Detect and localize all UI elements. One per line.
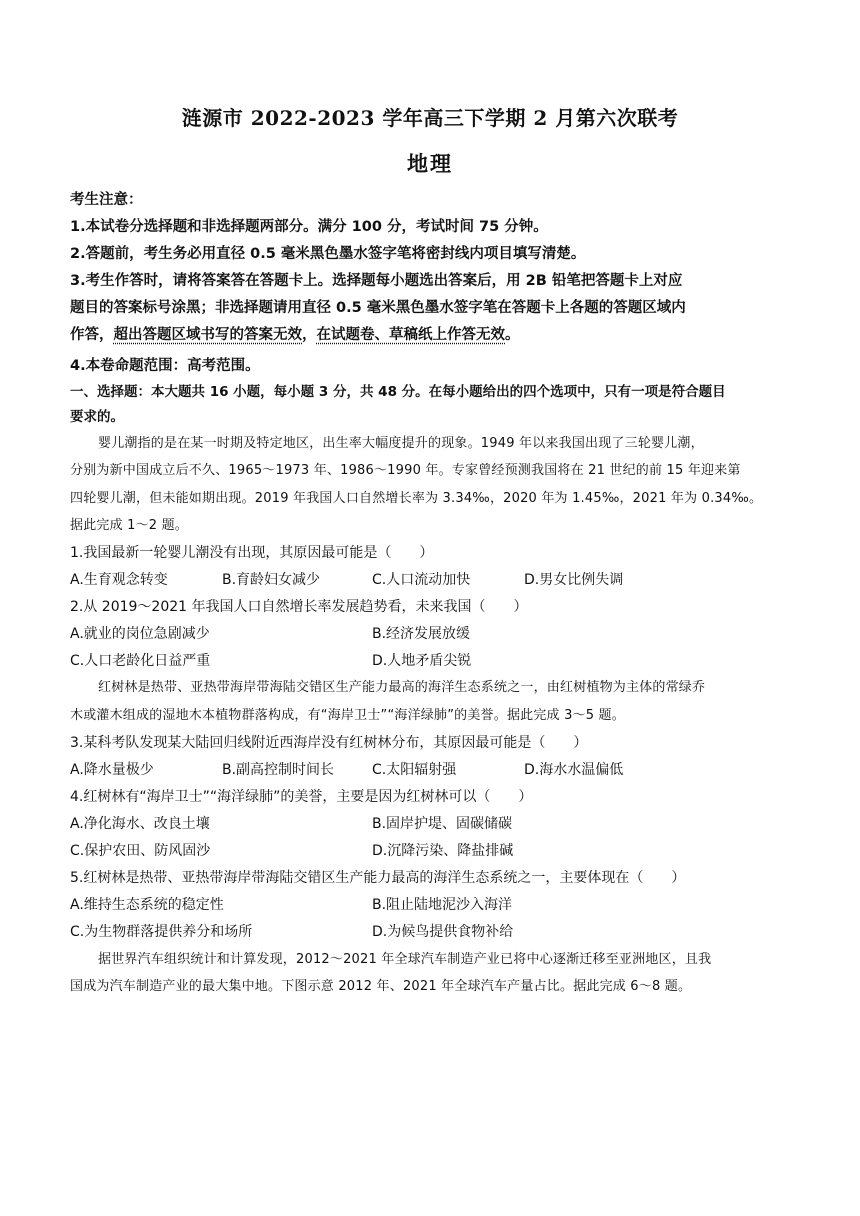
- question-4-option-b: B.固岸护堤、固碳储碳: [372, 816, 513, 832]
- question-3-option-b: B.副高控制时间长: [222, 762, 335, 778]
- notice-item-3-text-e: 。: [505, 327, 520, 343]
- notice-item-3-line-2: 题目的答案标号涂黑；非选择题请用直径 0.5 毫米黑色墨水签字笔在答题卡上各题的答题区域内: [70, 300, 686, 316]
- notice-item-4: 4.本卷命题范围：高考范围。: [70, 358, 260, 374]
- question-2-stem: 2.从 2019～2021 年我国人口自然增长率发展趋势看，未来我国（ ）: [70, 599, 528, 615]
- emphasis-text-2: 在试题卷、草稿纸上作答无效: [316, 327, 505, 343]
- question-2-option-d: D.人地矛盾尖锐: [372, 653, 472, 669]
- question-3-option-a: A.降水量极少: [70, 762, 154, 778]
- question-3-option-c: C.太阳辐射强: [372, 762, 457, 778]
- passage-2-line-2: 木或灌木组成的湿地木本植物群落构成，有“海岸卫士”“海洋绿肺”的美誉。据此完成 3～5 题。: [70, 708, 625, 723]
- exam-title: 涟源市 2022-2023 学年高三下学期 2 月第六次联考: [181, 106, 679, 130]
- emphasis-text-1: 超出答题区域书写的答案无效: [113, 327, 302, 343]
- exam-subject: 地理: [407, 151, 453, 176]
- question-5-stem: 5.红树林是热带、亚热带海岸带海陆交错区生产能力最高的海洋生态系统之一，主要体现在（ ）: [70, 870, 686, 886]
- passage-2-line-1: 红树林是热带、亚热带海岸带海陆交错区生产能力最高的海洋生态系统之一，由红树植物为主体的常绿乔: [98, 680, 706, 695]
- passage-3-line-1: 据世界汽车组织统计和计算发现，2012～2021 年全球汽车制造产业已将中心逐渐迁移至亚洲地区，且我: [98, 952, 712, 967]
- question-4-option-a: A.净化海水、改良土壤: [70, 816, 210, 832]
- section-heading-line-1: 一、选择题：本大题共 16 小题，每小题 3 分，共 48 分。在每小题给出的四个选项中，只有一项是符合题目: [70, 384, 726, 400]
- question-5-option-b: B.阻止陆地泥沙入海洋: [372, 897, 513, 913]
- question-4-stem: 4.红树林有“海岸卫士”“海洋绿肺”的美誉，主要是因为红树林可以（ ）: [70, 789, 533, 805]
- question-5-option-c: C.为生物群落提供养分和场所: [70, 924, 253, 940]
- question-5-option-a: A.维持生态系统的稳定性: [70, 897, 224, 913]
- notice-item-1: 1.本试卷分选择题和非选择题两部分。满分 100 分，考试时间 75 分钟。: [70, 219, 548, 235]
- notice-item-3-text-a: 作答，: [70, 327, 114, 343]
- passage-1-line-2: 分别为新中国成立后不久、1965～1973 年、1986～1990 年。专家曾经预测我国将在 21 世纪的前 15 年迎来第: [70, 463, 741, 478]
- passage-1-line-3: 四轮婴儿潮，但未能如期出现。2019 年我国人口自然增长率为 3.34‰，2020 年为 1.45‰，2021 年为 0.34‰。: [70, 491, 763, 506]
- question-2-option-a: A.就业的岗位急剧减少: [70, 626, 210, 642]
- question-1-option-d: D.男女比例失调: [524, 572, 624, 588]
- passage-1-line-1: 婴儿潮指的是在某一时期及特定地区，出生率大幅度提升的现象。1949 年以来我国出现了三轮婴儿潮，: [98, 436, 704, 451]
- question-2-option-c: C.人口老龄化日益严重: [70, 653, 211, 669]
- notice-heading: 考生注意：: [70, 192, 143, 208]
- question-5-option-d: D.为候鸟提供食物补给: [372, 924, 514, 940]
- question-1-option-b: B.育龄妇女减少: [222, 572, 321, 588]
- question-3-option-d: D.海水水温偏低: [524, 762, 624, 778]
- question-1-stem: 1.我国最新一轮婴儿潮没有出现，其原因最可能是（ ）: [70, 545, 434, 561]
- notice-item-2: 2.答题前，考生务必用直径 0.5 毫米黑色墨水签字笔将密封线内项目填写清楚。: [70, 246, 586, 262]
- question-1-option-c: C.人口流动加快: [372, 572, 471, 588]
- question-2-option-b: B.经济发展放缓: [372, 626, 471, 642]
- question-4-option-c: C.保护农田、防风固沙: [70, 843, 211, 859]
- section-heading-line-2: 要求的。: [70, 409, 124, 425]
- question-3-stem: 3.某科考队发现某大陆回归线附近西海岸没有红树林分布，其原因最可能是（ ）: [70, 735, 588, 751]
- question-4-option-d: D.沉降污染、降盐排碱: [372, 843, 514, 859]
- passage-3-line-2: 国成为汽车制造产业的最大集中地。下图示意 2012 年、2021 年全球汽车产量占比。据此完成 6～8 题。: [70, 979, 692, 994]
- notice-item-3-line-3: [70, 325, 810, 345]
- notice-item-3-text-c: ，: [302, 327, 317, 343]
- notice-item-3-line-1: 3.考生作答时，请将答案答在答题卡上。选择题每小题选出答案后，用 2B 铅笔把答题卡上对应: [70, 273, 683, 289]
- passage-1-line-4: 据此完成 1～2 题。: [70, 518, 189, 533]
- question-1-option-a: A.生育观念转变: [70, 572, 168, 588]
